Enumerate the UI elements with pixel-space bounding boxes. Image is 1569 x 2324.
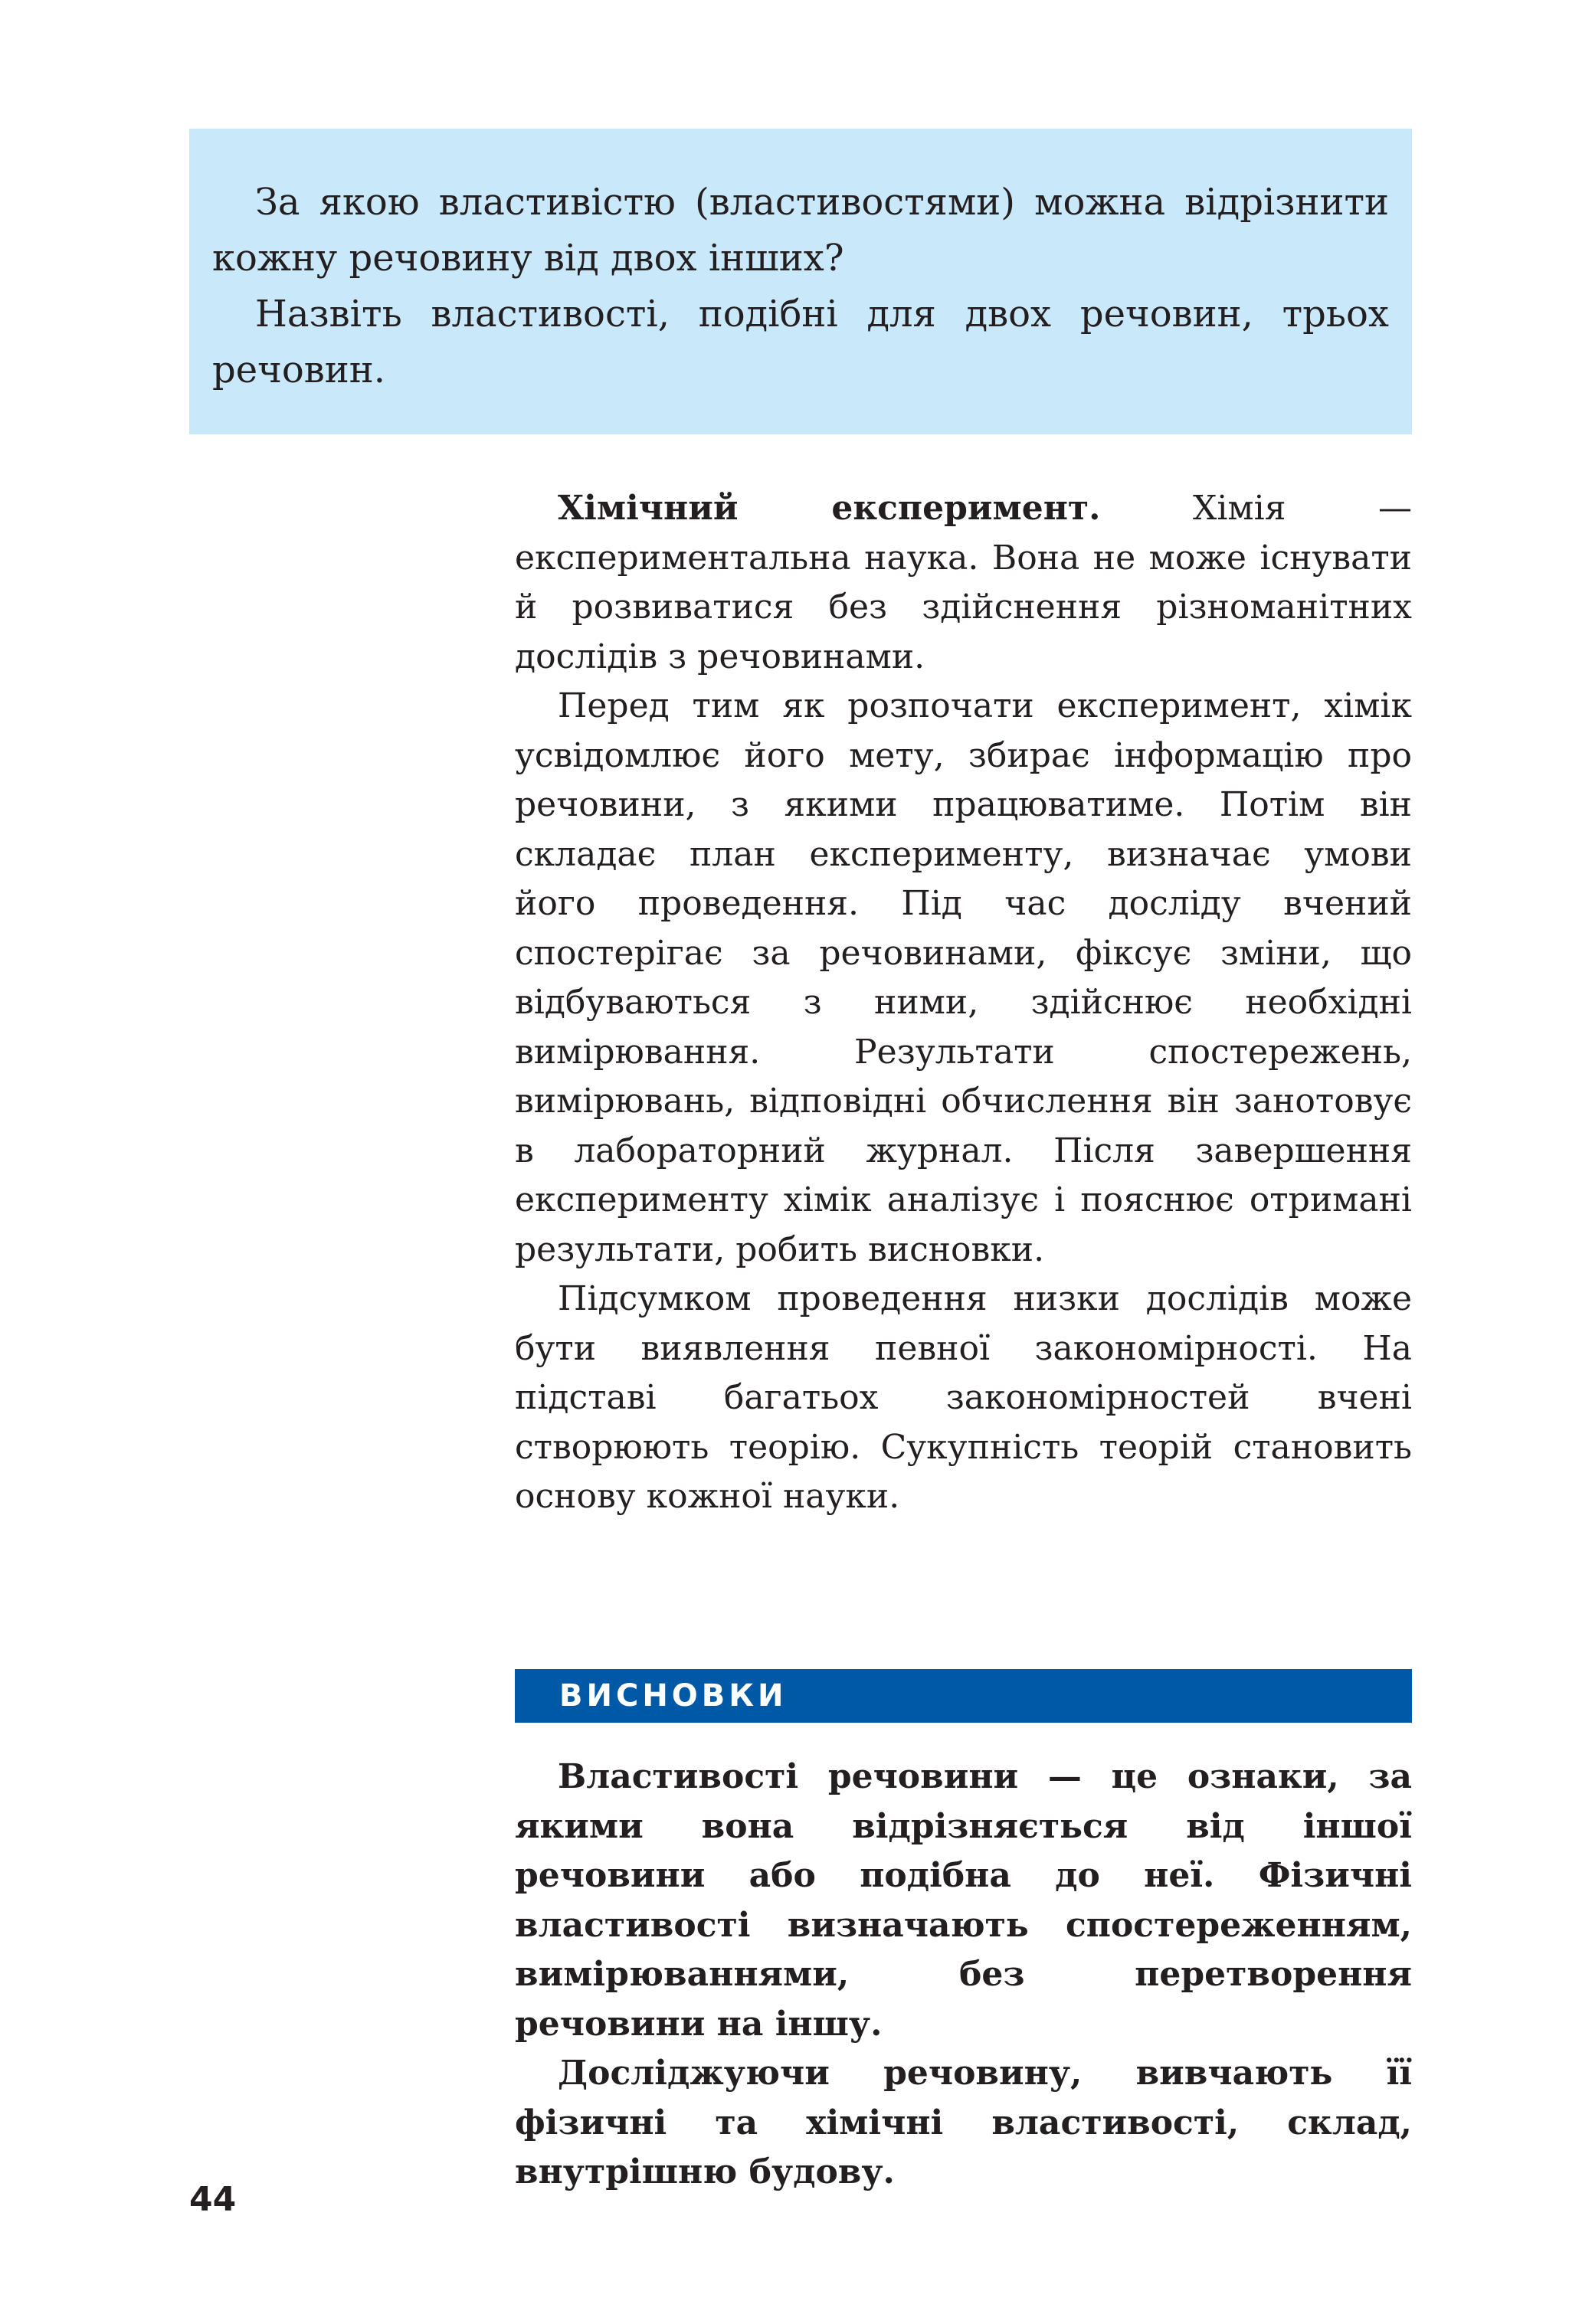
question-paragraph-2: Назвіть властивості, подібні для двох речовин, трьох речовин. xyxy=(212,293,1389,391)
conclusions-heading: ВИСНОВКИ xyxy=(559,1678,788,1714)
conclusions-heading-bar xyxy=(515,1669,1412,1723)
page-number: 44 xyxy=(189,2180,237,2219)
theory-paragraph: Підсумком проведення низки дослідів може бути виявлення певної закономірності. На підставі багатьох закономірностей вчені створюють теорію. Сукупність теорій становить основу кожної науки. xyxy=(515,1279,1412,1516)
experiment-term: Хімічний експеримент. xyxy=(558,489,1101,528)
question-box xyxy=(189,129,1412,434)
experiment-paragraph xyxy=(515,484,1412,682)
experiment-text: Хімія — експериментальна наука. Вона не може існувати й розвиватися без здійснення різноманітних дослідів з речовинами. xyxy=(515,489,1412,676)
conclusion-paragraph-1: Властивості речовини — це ознаки, за якими вона відрізняється від іншої речовини або подібна до неї. Фізичні властивості визначають спостереженням, вимірюваннями, без перетворення речовини на іншу. xyxy=(515,1757,1412,2044)
conclusions-text xyxy=(515,1753,1412,2198)
question-paragraph-1: За якою властивістю (властивостями) можна відрізнити кожну речовину від двох інших? xyxy=(212,181,1389,280)
main-text xyxy=(515,484,1412,1522)
experiment-process-paragraph: Перед тим як розпочати експеримент, хімік усвідомлює його мету, збирає інформацію про речовини, з якими працюватиме. Потім він складає план експерименту, визначає умови його проведення. Під час досліду вчений спостерігає за речовинами, фіксує зміни, що відбуваються з ними, здійснює необхідні вимірювання. Результати спостережень, вимірювань, відповідні обчислення він занотовує в лабораторний журнал. Після завершення експерименту хімік аналізує і пояснює отримані результати, робить висновки. xyxy=(515,686,1412,1269)
conclusion-paragraph-2: Досліджуючи речовину, вивчають її фізичні та хімічні властивості, склад, внутрішню будову. xyxy=(515,2054,1412,2191)
